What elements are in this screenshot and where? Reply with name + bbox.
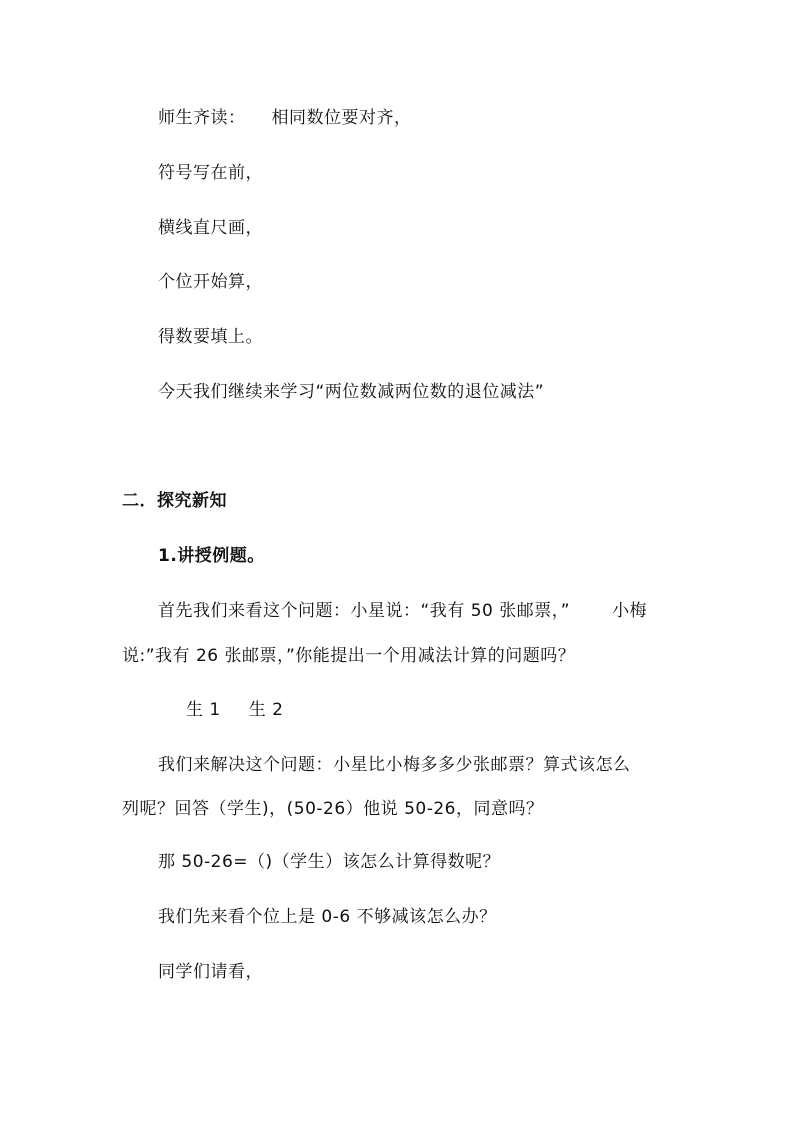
paragraph-5: 同学们请看， bbox=[158, 962, 263, 982]
paragraph-1-line-2: 说:”我有 26 张邮票，”你能提出一个用减法计算的问题吗？ bbox=[122, 646, 576, 666]
paragraph-2-line-1: 我们来解决这个问题：小星比小梅多多少张邮票？算式该怎么 bbox=[158, 755, 631, 775]
today-topic: 今天我们继续来学习“两位数减两位数的退位减法” bbox=[158, 382, 545, 402]
chant-text: 相同数位要对齐， bbox=[271, 108, 412, 128]
student-1: 生 1 bbox=[186, 700, 221, 720]
section-heading: 二．探究新知 bbox=[122, 491, 227, 511]
student-2: 生 2 bbox=[248, 700, 284, 720]
paragraph-1-line-1 bbox=[158, 600, 647, 622]
paragraph-3: 那 50-26=（)（学生）该怎么计算得数呢？ bbox=[158, 852, 501, 872]
chant-line-5: 得数要填上。 bbox=[158, 327, 263, 347]
chant-lead: 师生齐读： bbox=[158, 108, 246, 128]
paragraph-1-speaker: 小梅 bbox=[612, 601, 648, 621]
chant-line-1 bbox=[158, 107, 412, 129]
chant-line-4: 个位开始算， bbox=[158, 272, 263, 292]
paragraph-1-text: 首先我们来看这个问题：小星说：“我有 50 张邮票，” bbox=[158, 601, 571, 621]
student-responses bbox=[186, 699, 283, 721]
sub-heading: 1.讲授例题。 bbox=[158, 546, 265, 566]
paragraph-2-line-2: 列呢？回答（学生)，(50-26）他说 50-26，同意吗？ bbox=[122, 799, 544, 819]
chant-line-3: 横线直尺画， bbox=[158, 218, 263, 238]
paragraph-4: 我们先来看个位上是 0-6 不够减该怎么办？ bbox=[158, 907, 497, 927]
chant-line-2: 符号写在前， bbox=[158, 163, 263, 183]
